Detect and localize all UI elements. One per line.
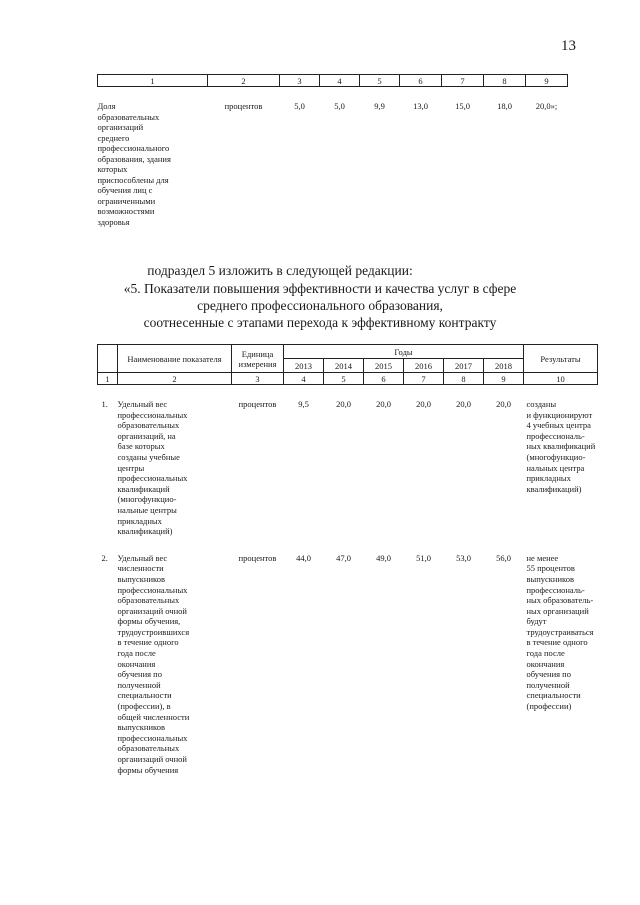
indicator-name: Доля образовательных организаций среднего профессионального образования, здания которых приспособлены для обучения лиц с ограниченными возможностями здоровья	[97, 101, 171, 227]
heading-line-3: среднего профессионального образования,	[197, 298, 443, 313]
value-cell: 53,0	[456, 552, 471, 563]
value-cell: 20,0	[336, 399, 351, 409]
value-cell: 49,0	[376, 552, 391, 563]
column-number: 2	[208, 75, 280, 87]
column-number: 2	[118, 373, 232, 385]
column-number: 9	[526, 75, 568, 87]
indicator-name: Удельный вес профессиональных образовательных организаций, на базе которых созданы учебные центры профессиональных квалификаций (многофункцио- нальные центры прикладных квалификаций)	[117, 399, 188, 537]
top-table	[97, 74, 568, 227]
unit-cell: процентов	[224, 101, 263, 111]
table-row	[98, 385, 598, 537]
table-header-row	[98, 345, 598, 359]
value-cell: 9,5	[298, 399, 309, 409]
value-cell: 20,0	[416, 399, 431, 409]
header-results: Результаты	[524, 345, 598, 373]
value-cell: 5,0	[294, 101, 305, 111]
heading-line-4: соотнесенные с этапами перехода к эффективному контракту	[143, 315, 497, 330]
header-year: 2015	[364, 359, 404, 373]
column-number: 6	[364, 373, 404, 385]
column-number: 1	[98, 75, 208, 87]
header-year: 2014	[324, 359, 364, 373]
value-cell: 20,0	[456, 399, 471, 409]
column-number: 8	[444, 373, 484, 385]
column-number: 9	[484, 373, 524, 385]
table-row	[98, 87, 568, 228]
value-cell: 20,0	[496, 399, 511, 409]
heading-line-2: «5. Показатели повышения эффективности и качества услуг в сфере	[123, 281, 517, 296]
value-cell: 5,0	[334, 101, 345, 111]
top-table-column-numbers	[98, 75, 568, 87]
column-number: 3	[280, 75, 320, 87]
header-year: 2018	[484, 359, 524, 373]
header-year: 2016	[404, 359, 444, 373]
row-number: 1.	[101, 399, 108, 409]
result-cell: созданы и функционируют 4 учебных центра профессиональ- ных квалификаций (многофункцио- нальных центра прикладных квалификаций)	[526, 399, 596, 494]
header-year: 2017	[444, 359, 484, 373]
heading-line-1: подраздел 5 изложить в следующей редакции:	[147, 263, 413, 278]
header-blank	[98, 345, 118, 373]
value-cell: 47,0	[336, 552, 351, 563]
value-cell: 20,0»;	[535, 101, 558, 111]
value-cell: 15,0	[455, 101, 470, 111]
indicators-table	[97, 344, 598, 775]
column-number: 7	[404, 373, 444, 385]
value-cell: 56,0	[496, 552, 511, 563]
column-number: 4	[320, 75, 360, 87]
header-indicator-name: Наименование показателя	[118, 345, 232, 373]
column-number: 10	[524, 373, 598, 385]
column-number: 3	[232, 373, 284, 385]
column-number: 5	[360, 75, 400, 87]
indicator-name: Удельный вес численности выпускников профессиональных образовательных организаций очной формы обучения, трудоустроившихся в течение одного года после окончания обучения по полученной специальности (профессии), в общей численности выпускников профессиональных образовательных организаций очной формы обучения	[117, 552, 190, 775]
column-number: 8	[484, 75, 526, 87]
header-unit: Единица измерения	[232, 345, 284, 373]
column-number: 4	[284, 373, 324, 385]
result-cell: не менее 55 процентов выпускников профессиональ- ных образователь- ных организаций будут трудоустраиваться в течение одного года после окончания обучения по полученной специальности (профессии)	[526, 552, 594, 712]
value-cell: 51,0	[416, 552, 431, 563]
column-number: 1	[98, 373, 118, 385]
row-number: 2.	[101, 552, 108, 563]
table-row	[98, 537, 598, 775]
column-number: 7	[442, 75, 484, 87]
value-cell: 9,9	[374, 101, 385, 111]
value-cell: 18,0	[497, 101, 512, 111]
header-year: 2013	[284, 359, 324, 373]
column-numbers-row	[98, 373, 598, 385]
unit-cell: процентов	[238, 399, 277, 409]
value-cell: 20,0	[376, 399, 391, 409]
column-number: 5	[324, 373, 364, 385]
header-years: Годы	[284, 345, 524, 359]
column-number: 6	[400, 75, 442, 87]
page-number: 13	[561, 38, 576, 54]
unit-cell: процентов	[238, 552, 277, 563]
value-cell: 13,0	[413, 101, 428, 111]
value-cell: 44,0	[296, 552, 311, 563]
